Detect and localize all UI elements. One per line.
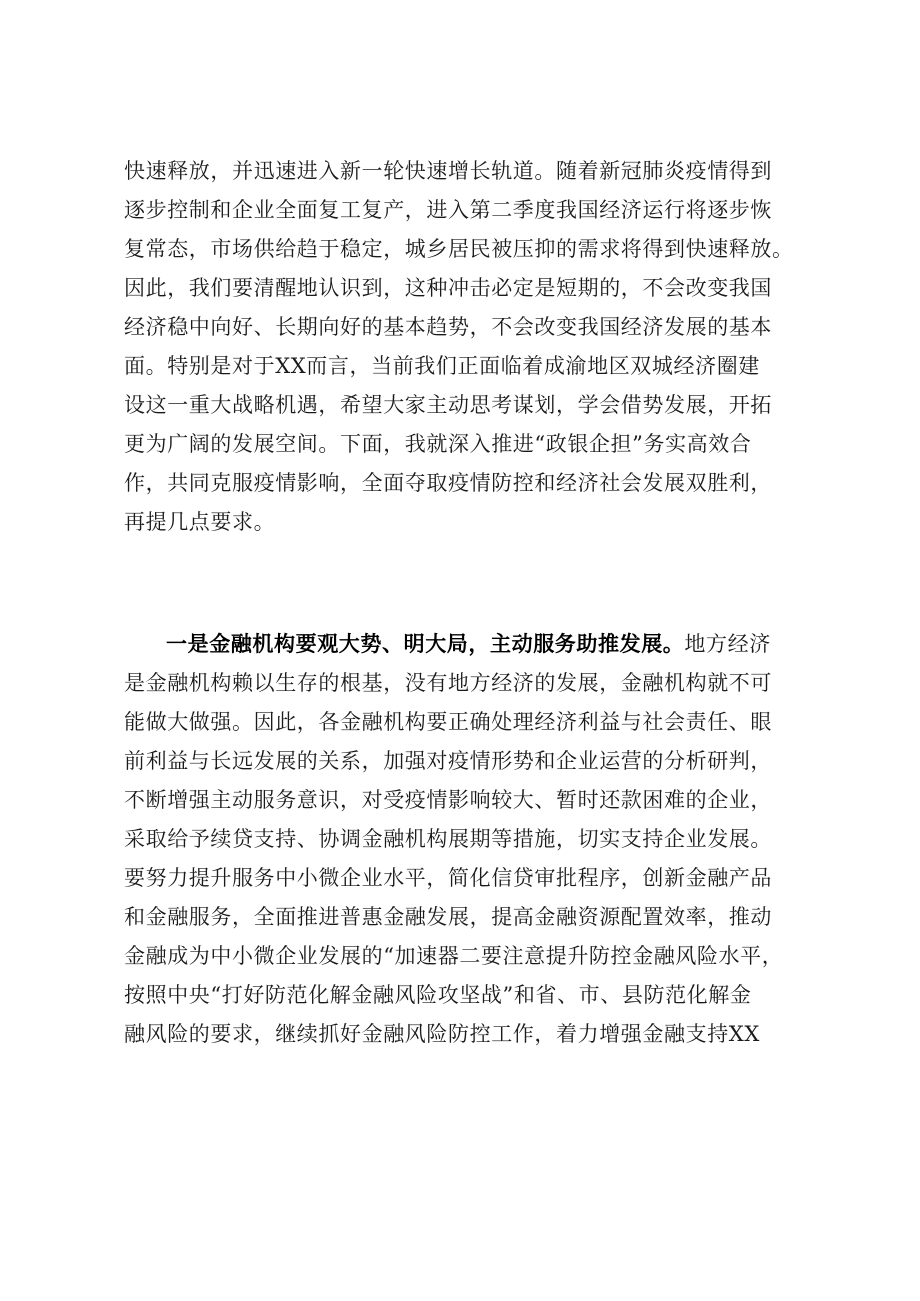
paragraph-line: 采取给予续贷支持、协调金融机构展期等措施，切实支持企业发展。 [124, 827, 772, 851]
paragraph-line: 复常态，市场供给趋于稳定，城乡居民被压抑的需求将得到快速释放。 [124, 237, 794, 261]
body-paragraph-1 [124, 152, 804, 542]
paragraph-line: 和金融服务，全面推进普惠金融发展，提高金融资源配置效率，推动 [124, 905, 772, 929]
paragraph-line: 不断增强主动服务意识，对受疫情影响较大、暂时还款困难的企业， [124, 788, 772, 812]
paragraph-line: 能做大做强。因此，各金融机构要正确处理经济利益与社会责任、眼 [124, 710, 772, 734]
paragraph-line: 融风险的要求，继续抓好金融风险防控工作，着力增强金融支持XX [124, 1022, 760, 1046]
paragraph-line: 按照中央“打好防范化解金融风险攻坚战”和省、市、县防范化解金 [124, 983, 752, 1007]
paragraph-line: 经济稳中向好、长期向好的基本趋势，不会改变我国经济发展的基本 [124, 315, 772, 339]
paragraph-line: 因此，我们要清醒地认识到，这种冲击必定是短期的，不会改变我国 [124, 276, 772, 300]
paragraph-line: 是金融机构赖以生存的根基，没有地方经济的发展，金融机构就不可 [124, 671, 772, 695]
paragraph-first-line-text: 地方经济 [684, 632, 771, 656]
paragraph-line: 前利益与长远发展的关系，加强对疫情形势和企业运营的分析研判， [124, 749, 772, 773]
paragraph-first-line [124, 625, 804, 664]
paragraph-line: 快速释放，并迅速进入新一轮快速增长轨道。随着新冠肺炎疫情得到 [124, 159, 772, 183]
paragraph-line: 更为广阔的发展空间。下面，我就深入推进“政银企担”务实高效合 [124, 432, 752, 456]
body-paragraph-2 [124, 625, 804, 1054]
paragraph-line: 作，共同克服疫情影响，全面夺取疫情防控和经济社会发展双胜利， [124, 471, 772, 495]
paragraph-line: 再提几点要求。 [124, 510, 276, 534]
paragraph-line: 逐步控制和企业全面复工复产，进入第二季度我国经济运行将逐步恢 [124, 198, 772, 222]
section-heading: 一是金融机构要观大势、明大局，主动服务助推发展。 [166, 632, 685, 656]
paragraph-line: 面。特别是对于XX而言，当前我们正面临着成渝地区双城经济圈建 [124, 354, 760, 378]
paragraph-line: 设这一重大战略机遇，希望大家主动思考谋划，学会借势发展，开拓 [124, 393, 772, 417]
paragraph-line: 要努力提升服务中小微企业水平，简化信贷审批程序，创新金融产品 [124, 866, 772, 890]
paragraph-line: 金融成为中小微企业发展的“加速器二要注意提升防控金融风险水平， [124, 944, 784, 968]
